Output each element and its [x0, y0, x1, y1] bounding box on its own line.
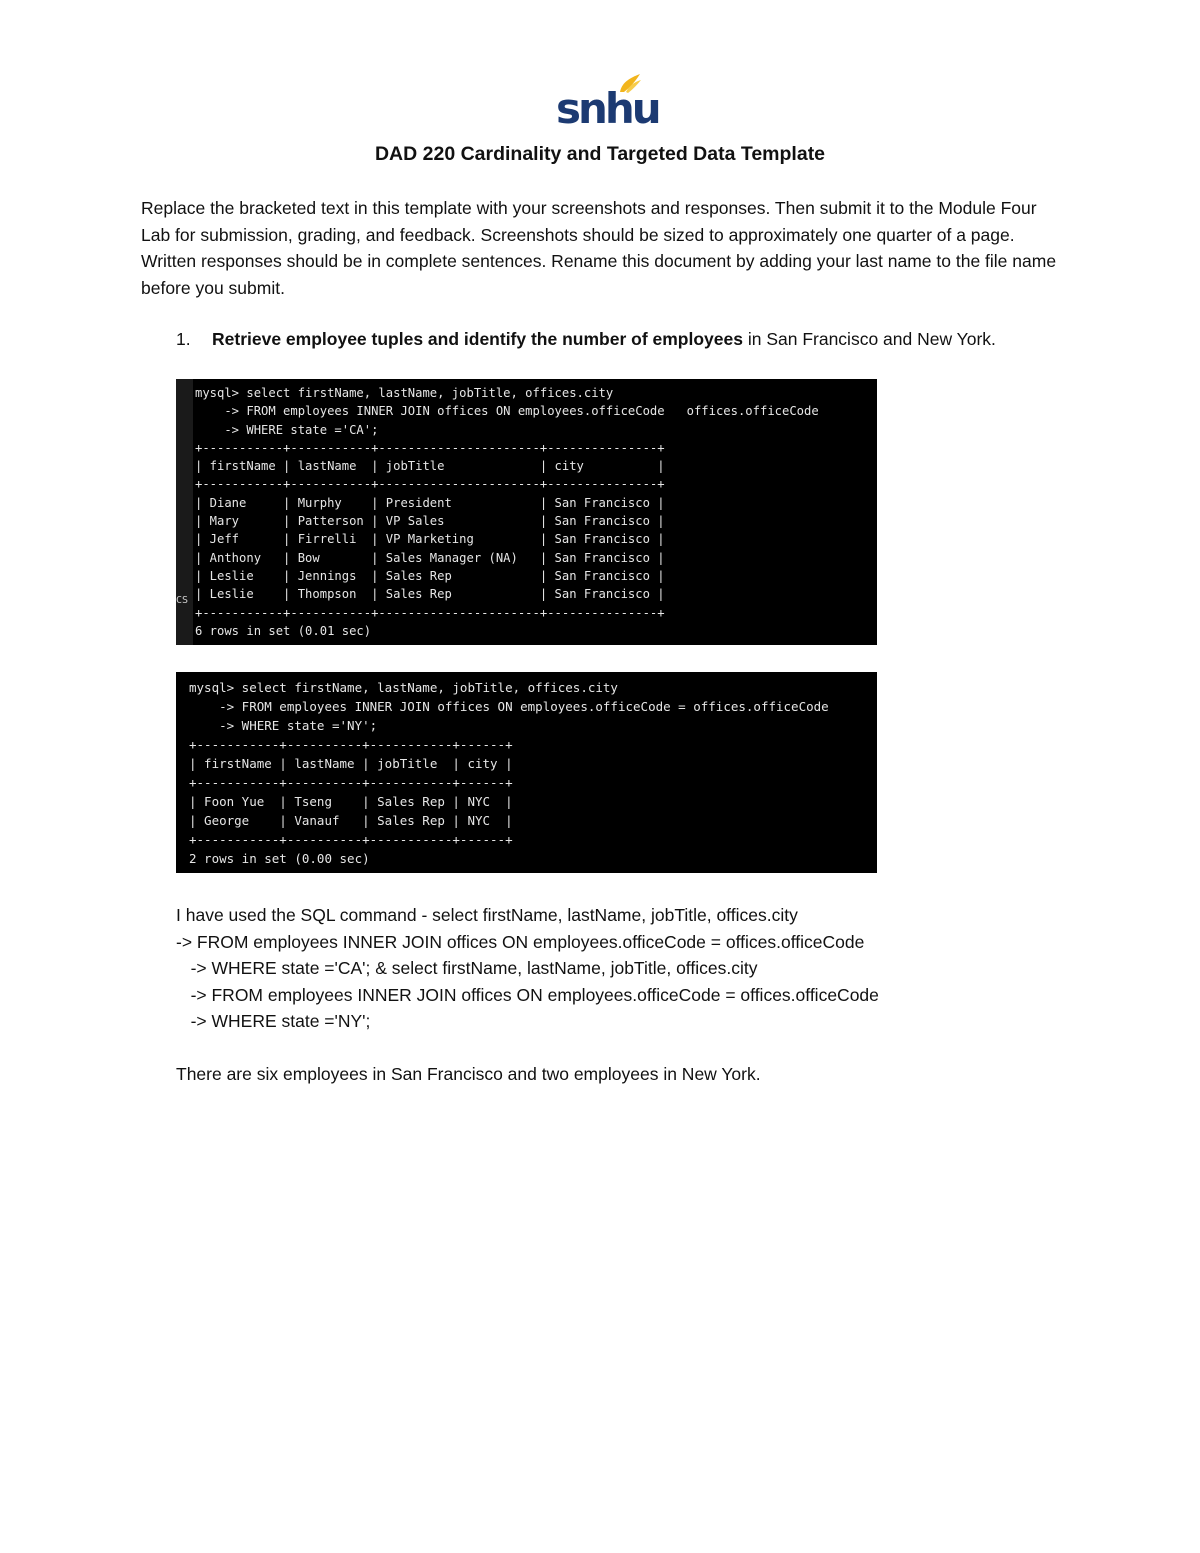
- answer-line: -> WHERE state ='NY';: [176, 1011, 371, 1031]
- logo-text: snhu: [556, 84, 659, 133]
- answer-line: -> FROM employees INNER JOIN offices ON employees.officeCode = offices.officeCode: [176, 984, 879, 1005]
- intro-paragraph: Replace the bracketed text in this template with your screenshots and responses. Then submit it to the Module Four Lab for submission, grading, and feedback. Screenshots should be sized to approximately one quarter of a page. Written responses should be in complete sentences. Rename this document by adding your last name to the file name before you submit.: [141, 198, 1057, 298]
- terminal-line: +-----------+-----------+----------------------+---------------+: [195, 605, 665, 620]
- terminal-screenshot-ny: [176, 672, 877, 873]
- terminal-output-ny: [189, 678, 829, 868]
- terminal-line: mysql> select firstName, lastName, jobTitle, offices.city: [189, 680, 618, 695]
- terminal-line: | Mary | Patterson | VP Sales | San Francisco |: [195, 514, 665, 529]
- terminal-line: | Diane | Murphy | President | San Francisco |: [195, 495, 665, 510]
- terminal-line: 6 rows in set (0.01 sec): [195, 623, 372, 638]
- page-title: DAD 220 Cardinality and Targeted Data Template: [374, 143, 826, 165]
- question-number: 1.: [176, 329, 191, 349]
- terminal-line: | Jeff | Firrelli | VP Marketing | San Francisco |: [195, 532, 665, 547]
- terminal-line: +-----------+----------+-----------+------+: [189, 775, 513, 790]
- answer-line: -> FROM employees INNER JOIN offices ON employees.officeCode = offices.officeCode: [176, 931, 865, 952]
- terminal-output-ca: [195, 384, 819, 640]
- terminal-line: -> WHERE state ='CA';: [195, 422, 379, 437]
- terminal-line: -> WHERE state ='NY';: [189, 718, 378, 733]
- terminal-line: mysql> select firstName, lastName, jobTitle, offices.city: [195, 386, 614, 400]
- conclusion-text: There are six employees in San Francisco and two employees in New York.: [176, 1064, 761, 1084]
- terminal-line: 2 rows in set (0.00 sec): [189, 851, 370, 866]
- question-rest-text: in San Francisco and New York.: [742, 329, 996, 349]
- answer-line: I have used the SQL command - select firstName, lastName, jobTitle, offices.city: [176, 905, 798, 925]
- terminal-line: +-----------+-----------+----------------------+---------------+: [195, 477, 665, 492]
- terminal-line: | Leslie | Jennings | Sales Rep | San Francisco |: [195, 568, 665, 583]
- question-text: [212, 326, 1052, 353]
- question-bold-text: Retrieve employee tuples and identify the number of employees: [212, 329, 743, 349]
- terminal-screenshot-ca: [176, 379, 877, 645]
- snhu-logo: [556, 72, 659, 134]
- terminal-line: | Anthony | Bow | Sales Manager (NA) | San Francisco |: [195, 550, 665, 565]
- terminal-line: +-----------+----------+-----------+------+: [189, 832, 513, 847]
- terminal-line: +-----------+-----------+----------------------+---------------+: [195, 440, 665, 455]
- terminal-line: | George | Vanauf | Sales Rep | NYC |: [189, 813, 513, 828]
- terminal-line: -> FROM employees INNER JOIN offices ON employees.officeCode = offices.officeCode: [189, 699, 829, 714]
- answer-paragraph: [176, 902, 879, 1035]
- answer-line: -> WHERE state ='CA'; & select firstName, lastName, jobTitle, offices.city: [176, 958, 758, 978]
- terminal-sidebar-label: CS: [176, 595, 189, 606]
- terminal-line: -> FROM employees INNER JOIN offices ON employees.officeCode offices.officeCode: [195, 404, 819, 419]
- terminal-line: | Leslie | Thompson | Sales Rep | San Francisco |: [195, 587, 665, 602]
- terminal-line: | firstName | lastName | jobTitle | city |: [189, 756, 513, 771]
- terminal-line: | Foon Yue | Tseng | Sales Rep | NYC |: [189, 794, 513, 809]
- terminal-line: +-----------+----------+-----------+------+: [189, 737, 513, 752]
- terminal-line: | firstName | lastName | jobTitle | city |: [195, 459, 665, 474]
